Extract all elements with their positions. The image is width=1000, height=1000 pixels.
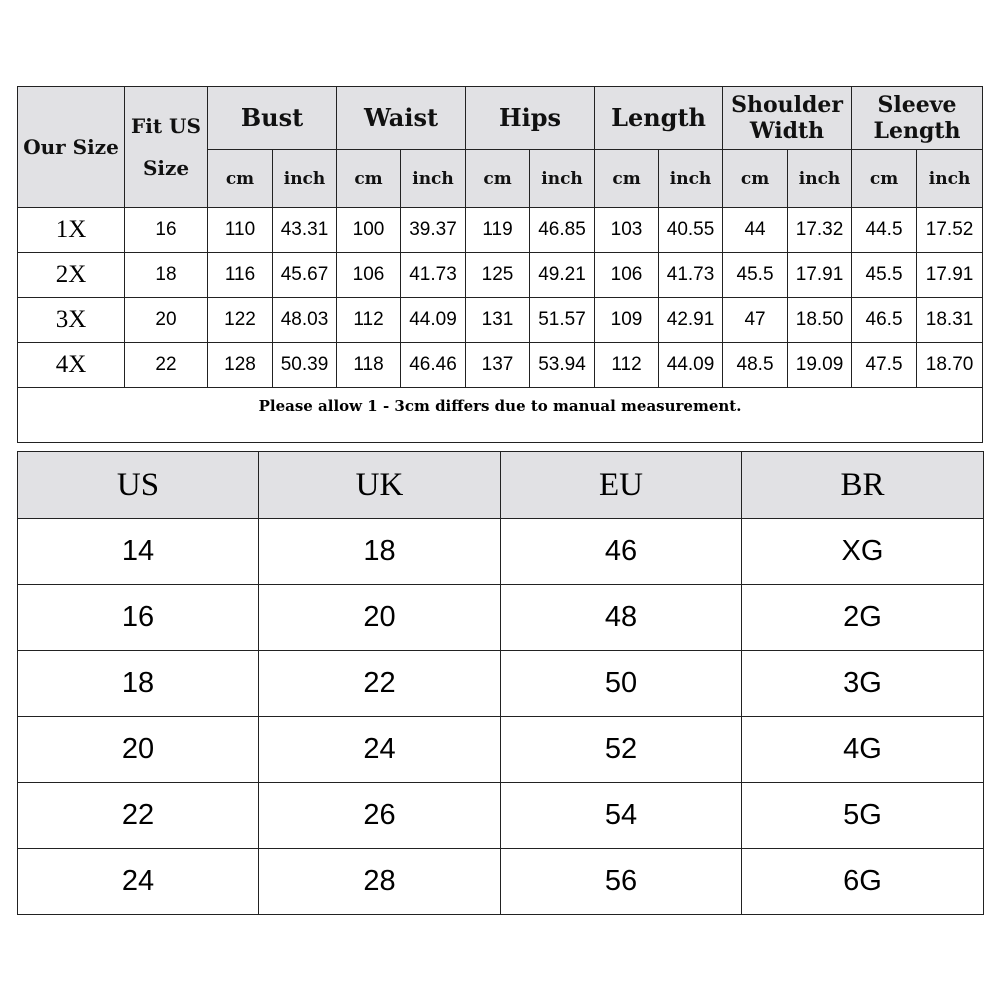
br-cell: 6G bbox=[742, 849, 984, 915]
length-inch-cell: 41.73 bbox=[659, 253, 723, 298]
shoulder-cm-cell: 48.5 bbox=[723, 343, 788, 388]
size-row-1x bbox=[18, 208, 983, 253]
size-row-4x bbox=[18, 343, 983, 388]
fit-us-header-line2: Size bbox=[142, 156, 190, 180]
waist-cm-cell: 118 bbox=[337, 343, 401, 388]
hips-cm-cell: 119 bbox=[466, 208, 530, 253]
sleeve-inch-cell: 17.52 bbox=[917, 208, 983, 253]
conversion-row bbox=[18, 651, 984, 717]
eu-cell: 48 bbox=[501, 585, 742, 651]
eu-cell: 46 bbox=[501, 519, 742, 585]
length-inch-cell: 40.55 bbox=[659, 208, 723, 253]
sleeve-length-header bbox=[852, 87, 983, 150]
waist-inch-cell: 39.37 bbox=[401, 208, 466, 253]
waist-header-label: Waist bbox=[363, 103, 439, 132]
our-size-cell: 1X bbox=[18, 208, 125, 253]
hips-inch-cell: 49.21 bbox=[530, 253, 595, 298]
shoulder-width-header bbox=[723, 87, 852, 150]
hips-inch-cell: 46.85 bbox=[530, 208, 595, 253]
us-cell: 20 bbox=[18, 717, 259, 783]
bust-cm-cell: 122 bbox=[208, 298, 273, 343]
waist-cm-cell: 106 bbox=[337, 253, 401, 298]
br-cell: 2G bbox=[742, 585, 984, 651]
hips-inch-header: inch bbox=[530, 150, 595, 208]
conversion-header-row bbox=[18, 452, 984, 519]
sleeve-inch-cell: 18.31 bbox=[917, 298, 983, 343]
length-header bbox=[595, 87, 723, 150]
shoulder-inch-cell: 17.91 bbox=[788, 253, 852, 298]
br-column-header: BR bbox=[742, 452, 984, 519]
fit-us-cell: 18 bbox=[125, 253, 208, 298]
sleeve-length-header-line1: Sleeve bbox=[877, 92, 957, 118]
us-cell: 18 bbox=[18, 651, 259, 717]
length-cm-cell: 103 bbox=[595, 208, 659, 253]
our-size-cell: 4X bbox=[18, 343, 125, 388]
bust-header-label: Bust bbox=[240, 103, 304, 132]
bust-inch-cell: 50.39 bbox=[273, 343, 337, 388]
length-cm-cell: 106 bbox=[595, 253, 659, 298]
uk-cell: 18 bbox=[259, 519, 501, 585]
shoulder-inch-cell: 17.32 bbox=[788, 208, 852, 253]
conversion-row bbox=[18, 717, 984, 783]
shoulder-cm-header: cm bbox=[723, 150, 788, 208]
waist-cm-cell: 112 bbox=[337, 298, 401, 343]
length-header-label: Length bbox=[611, 103, 706, 132]
hips-inch-cell: 51.57 bbox=[530, 298, 595, 343]
bust-inch-header: inch bbox=[273, 150, 337, 208]
waist-cm-cell: 100 bbox=[337, 208, 401, 253]
sleeve-inch-cell: 17.91 bbox=[917, 253, 983, 298]
size-row-3x bbox=[18, 298, 983, 343]
fit-us-size-header bbox=[125, 87, 208, 208]
sleeve-inch-header: inch bbox=[917, 150, 983, 208]
waist-inch-cell: 41.73 bbox=[401, 253, 466, 298]
uk-cell: 22 bbox=[259, 651, 501, 717]
bust-cm-header: cm bbox=[208, 150, 273, 208]
hips-inch-cell: 53.94 bbox=[530, 343, 595, 388]
uk-column-header: UK bbox=[259, 452, 501, 519]
sleeve-inch-cell: 18.70 bbox=[917, 343, 983, 388]
us-column-header: US bbox=[18, 452, 259, 519]
length-inch-header: inch bbox=[659, 150, 723, 208]
our-size-header bbox=[18, 87, 125, 208]
br-cell: 5G bbox=[742, 783, 984, 849]
size-conversion-table bbox=[17, 451, 984, 915]
hips-cm-cell: 137 bbox=[466, 343, 530, 388]
conversion-row bbox=[18, 783, 984, 849]
shoulder-cm-cell: 44 bbox=[723, 208, 788, 253]
us-cell: 14 bbox=[18, 519, 259, 585]
eu-cell: 52 bbox=[501, 717, 742, 783]
shoulder-inch-cell: 18.50 bbox=[788, 298, 852, 343]
hips-cm-cell: 131 bbox=[466, 298, 530, 343]
length-cm-header: cm bbox=[595, 150, 659, 208]
waist-header bbox=[337, 87, 466, 150]
bust-cm-cell: 128 bbox=[208, 343, 273, 388]
hips-cm-header: cm bbox=[466, 150, 530, 208]
fit-us-cell: 22 bbox=[125, 343, 208, 388]
size-chart-table bbox=[17, 86, 983, 443]
our-size-header-label: Our Size bbox=[23, 135, 119, 159]
uk-cell: 20 bbox=[259, 585, 501, 651]
shoulder-width-header-line1: Shoulder bbox=[731, 92, 843, 118]
hips-cm-cell: 125 bbox=[466, 253, 530, 298]
br-cell: XG bbox=[742, 519, 984, 585]
bust-cm-cell: 110 bbox=[208, 208, 273, 253]
eu-column-header: EU bbox=[501, 452, 742, 519]
uk-cell: 24 bbox=[259, 717, 501, 783]
length-cm-cell: 109 bbox=[595, 298, 659, 343]
us-cell: 16 bbox=[18, 585, 259, 651]
our-size-cell: 2X bbox=[18, 253, 125, 298]
shoulder-width-header-line2: Width bbox=[749, 118, 825, 144]
conversion-row bbox=[18, 585, 984, 651]
shoulder-inch-header: inch bbox=[788, 150, 852, 208]
us-cell: 24 bbox=[18, 849, 259, 915]
bust-inch-cell: 43.31 bbox=[273, 208, 337, 253]
uk-cell: 26 bbox=[259, 783, 501, 849]
fit-us-cell: 16 bbox=[125, 208, 208, 253]
length-inch-cell: 44.09 bbox=[659, 343, 723, 388]
eu-cell: 56 bbox=[501, 849, 742, 915]
fit-us-header-line1: Fit US bbox=[131, 114, 201, 138]
eu-cell: 54 bbox=[501, 783, 742, 849]
conversion-row bbox=[18, 519, 984, 585]
waist-cm-header: cm bbox=[337, 150, 401, 208]
size-chart-header-row bbox=[18, 87, 983, 150]
shoulder-cm-cell: 47 bbox=[723, 298, 788, 343]
sleeve-cm-cell: 47.5 bbox=[852, 343, 917, 388]
hips-header-label: Hips bbox=[498, 103, 562, 132]
hips-header bbox=[466, 87, 595, 150]
waist-inch-cell: 46.46 bbox=[401, 343, 466, 388]
us-cell: 22 bbox=[18, 783, 259, 849]
shoulder-cm-cell: 45.5 bbox=[723, 253, 788, 298]
waist-inch-cell: 44.09 bbox=[401, 298, 466, 343]
sleeve-length-header-line2: Length bbox=[873, 118, 961, 144]
conversion-row bbox=[18, 849, 984, 915]
size-row-2x bbox=[18, 253, 983, 298]
sleeve-cm-header: cm bbox=[852, 150, 917, 208]
bust-header bbox=[208, 87, 337, 150]
fit-us-cell: 20 bbox=[125, 298, 208, 343]
measurement-note: Please allow 1 - 3cm differs due to manual measurement. bbox=[18, 388, 983, 443]
length-cm-cell: 112 bbox=[595, 343, 659, 388]
br-cell: 3G bbox=[742, 651, 984, 717]
sleeve-cm-cell: 46.5 bbox=[852, 298, 917, 343]
bust-inch-cell: 48.03 bbox=[273, 298, 337, 343]
bust-cm-cell: 116 bbox=[208, 253, 273, 298]
sleeve-cm-cell: 45.5 bbox=[852, 253, 917, 298]
shoulder-inch-cell: 19.09 bbox=[788, 343, 852, 388]
eu-cell: 50 bbox=[501, 651, 742, 717]
bust-inch-cell: 45.67 bbox=[273, 253, 337, 298]
note-row bbox=[18, 388, 983, 443]
length-inch-cell: 42.91 bbox=[659, 298, 723, 343]
sleeve-cm-cell: 44.5 bbox=[852, 208, 917, 253]
uk-cell: 28 bbox=[259, 849, 501, 915]
our-size-cell: 3X bbox=[18, 298, 125, 343]
waist-inch-header: inch bbox=[401, 150, 466, 208]
br-cell: 4G bbox=[742, 717, 984, 783]
